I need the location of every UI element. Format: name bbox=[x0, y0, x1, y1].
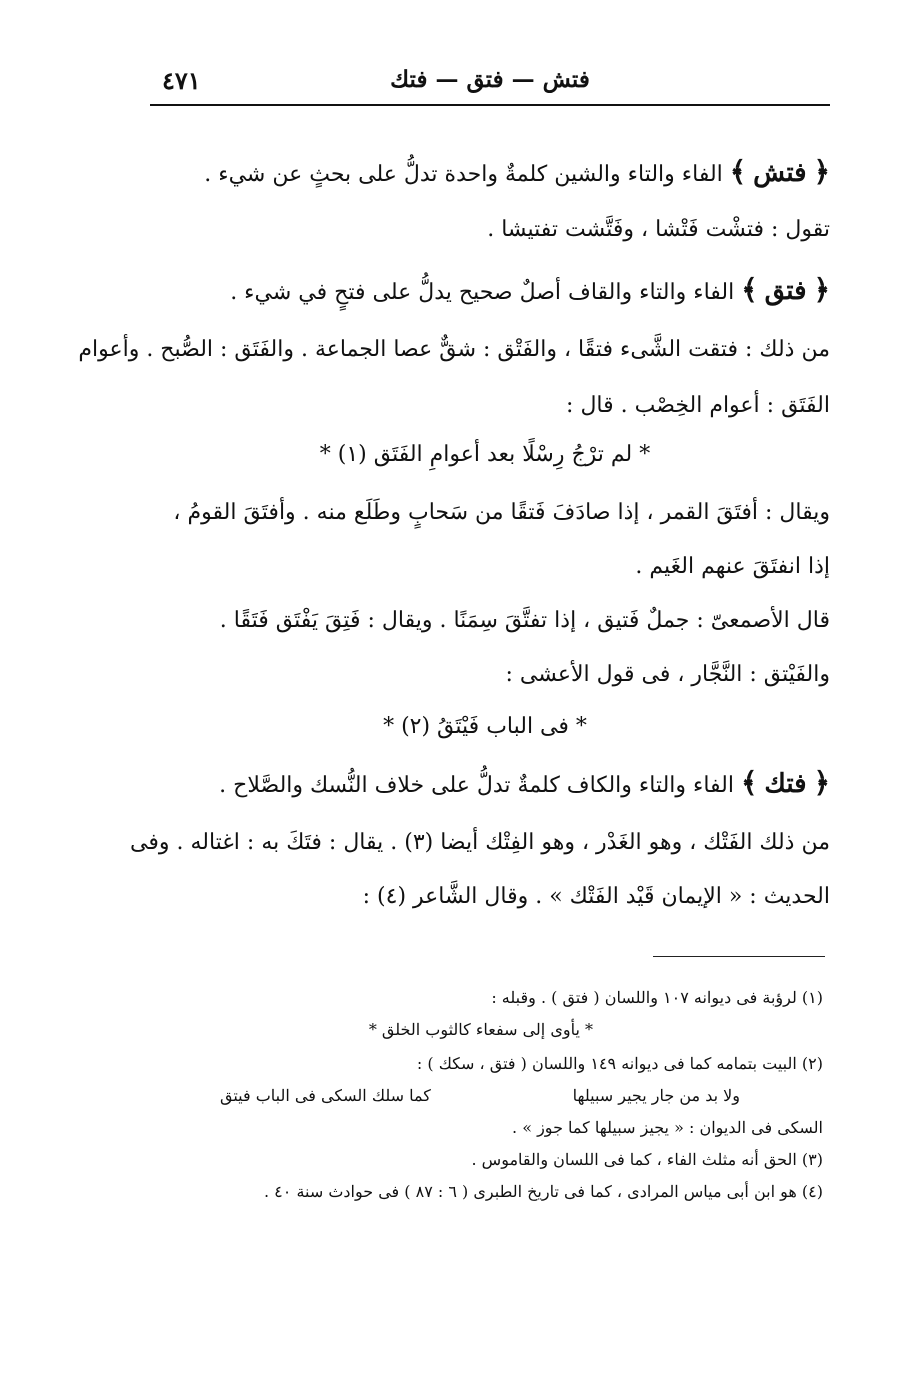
text-line: الحديث : « الإيمان قَيْد الفَتْك » . وقال الشَّاعر (٤) : bbox=[362, 884, 830, 909]
bracket-open: ﴿ bbox=[813, 155, 830, 188]
text-line: قال الأصمعىّ : جملٌ فَتيق ، إذا تفتَّقَ سِمَنًا . ويقال : فَتِقَ يَفْتَق فَتَقًا . bbox=[219, 608, 830, 633]
text-line: ويقال : أفتَقَ القمر ، إذا صادَفَ فَتقًا من سَحابٍ وطَلَع منه . وأفتَقَ القومُ ، bbox=[173, 500, 830, 525]
entry-fatash bbox=[140, 155, 830, 188]
bracket-open: ﴿ bbox=[813, 273, 830, 306]
entry-text: الفاء والتاء والكاف كلمةٌ تدلُّ على خلاف النُّسك والصَّلاح . bbox=[219, 773, 734, 798]
entry-head-fatash: فتش bbox=[753, 158, 807, 188]
text-line: من ذلك : فتقت الشَّىء فتقًا ، والفَتْق : شقٌّ عصا الجماعة . والفَتَق : الصُّبح . وأعوام bbox=[78, 337, 830, 362]
verse-hemistich-1: ولا بد من جار يجير سبيلها bbox=[572, 1086, 740, 1105]
entry-head-fataq: فتق bbox=[764, 276, 807, 306]
text-line: والفَيْتق : النَّجَّار ، فى قول الأعشى : bbox=[505, 662, 830, 687]
main-text bbox=[78, 0, 830, 940]
verse-hemistich-2: كما سلك السكى فى الباب فيتق bbox=[220, 1086, 431, 1105]
footnote-1: (١) لرؤبة فى ديوانه ١٠٧ واللسان ( فتق ) . وقبله : bbox=[491, 988, 823, 1007]
text-line: من ذلك الفَتْك ، وهو الغَدْر ، وهو الفِتْك أيضا (٣) . يقال : فتَكَ به : اغتاله . وفى bbox=[130, 830, 830, 855]
page-number: ٤٧١ bbox=[162, 66, 201, 95]
bracket-open: ﴿ bbox=[813, 766, 830, 799]
bracket-close: ﴾ bbox=[741, 273, 758, 306]
footnote-3: (٣) الحق أنه مثلث الفاء ، كما فى اللسان والقاموس . bbox=[471, 1150, 823, 1169]
bracket-close: ﴾ bbox=[741, 766, 758, 799]
text-line: إذا انفتَقَ عنهم الغَيم . bbox=[635, 554, 830, 579]
verse-line: * لم ترْجُ رِسْلًا بعد أعوامِ الفَتَق (١) * bbox=[319, 442, 651, 467]
entry-head-fatak: فتك bbox=[764, 769, 807, 799]
footnote-separator bbox=[653, 956, 825, 957]
running-title: فتش — فتق — فتك bbox=[390, 66, 590, 93]
footnote-2-note: السكى فى الديوان : « يجيز سبيلها كما جوز » . bbox=[512, 1118, 823, 1137]
text-line: تقول : فتشْت فَتْشا ، وفَتَّشت تفتيشا . bbox=[487, 217, 830, 242]
footnote-4: (٤) هو ابن أبى مياس المرادى ، كما فى تاريخ الطبرى ( ٦ : ٨٧ ) فى حوادث سنة ٤٠ . bbox=[264, 1182, 823, 1201]
bracket-close: ﴾ bbox=[729, 155, 747, 188]
entry-text: الفاء والتاء والشين كلمةٌ واحدة تدلُّ على بحثٍ عن شيء . bbox=[204, 162, 723, 187]
verse-line: * فى الباب فَيْتَقُ (٢) * bbox=[383, 714, 587, 739]
entry-fataq bbox=[140, 273, 830, 306]
footnote-1-verse: * يأوى إلى سفعاء كالثوب الخلق * bbox=[368, 1020, 593, 1039]
entry-fatak bbox=[140, 766, 830, 799]
entry-text: الفاء والتاء والقاف أصلٌ صحيح يدلُّ على فتحٍ في شيء . bbox=[230, 280, 735, 305]
text-line: الفَتَق : أعوام الخِصْب . قال : bbox=[566, 393, 830, 418]
footnote-2: (٢) البيت بتمامه كما فى ديوانه ١٤٩ واللسان ( فتق ، سكك ) : bbox=[416, 1054, 823, 1073]
